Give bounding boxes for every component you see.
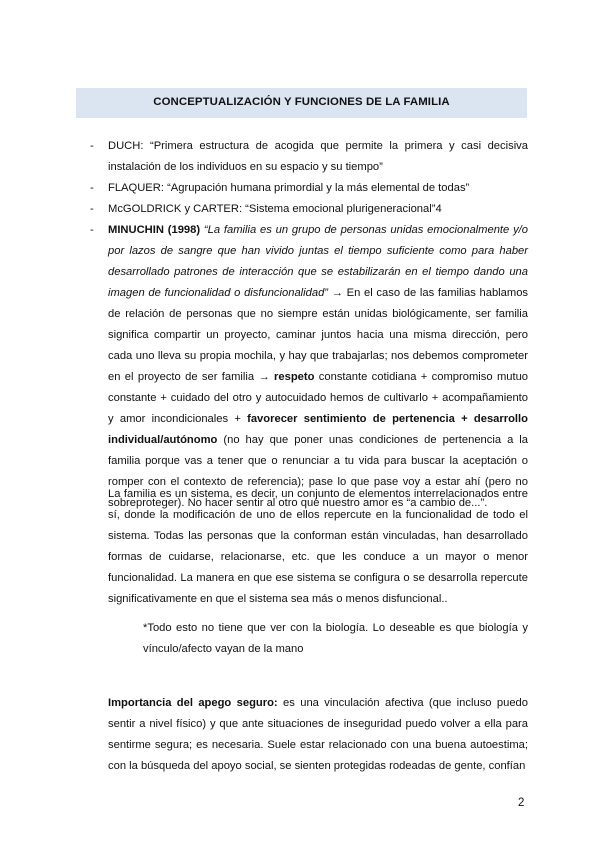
definitions-list [90,136,528,514]
definition-text: “Sistema emocional plurigeneracional”4 [245,203,442,215]
definition-author: McGOLDRICK y CARTER: [108,203,243,215]
minuchin-text-1: En el caso de las familias hablamos de relación de personas que no siempre están unidas biológicamente, ser familia significa compartir un proyecto, caminar juntos hacia una misma dirección, pero cada uno lleva su propia mochila, y hay que trabajarlas; nos debemos comprometer en el proyecto de ser familia [108,287,529,383]
attachment-paragraph [108,693,528,777]
arrow-symbol: → [258,371,270,383]
definition-item-minuchin [90,220,528,514]
minuchin-bold-respeto: respeto [274,371,315,383]
minuchin-quote: “La familia es un grupo de personas unidas emocionalmente y/o por lazos de sangre que han vivido juntas el tiempo suficiente como para haber desarrollado patrones de interacción que se estabilizarán en el tiempo dando una imagen de funcionalidad o disfuncionalidad” [108,224,528,299]
definition-author: FLAQUER: [108,182,164,194]
bullet-dash: - [90,203,94,215]
system-paragraph: La familia es un sistema, es decir, un conjunto de elementos interrelacionados entre sí, donde la modificación de uno de ellos repercute en la funcionalidad de todo el sistema. Todas las personas que la conforman están vinculadas, han desarrollado formas de cuidarse, relacionarse, etc. que les conduce a un mayor o menor funcionalidad. La manera en que ese sistema se configura o se desarrolla repercute significativamente en que el sistema sea más o menos disfuncional.. [108,488,528,605]
minuchin-bold-pertenencia: favorecer sentimiento de pertenencia + desarrollo individual/autónomo [108,413,528,446]
biology-note: *Todo esto no tiene que ver con la biología. Lo deseable es que biología y vínculo/afecto vayan de la mano [143,622,528,655]
definition-text: “Primera estructura de acogida que permite la primera y casi decisiva instalación de los individuos en su espacio y su tiempo” [108,140,528,173]
definition-item-duch [90,136,528,178]
page-number: 2 [518,797,525,809]
minuchin-text-3: (no hay que poner unas condiciones de pertenencia a la familia porque vas a tener que o renunciar a tu vida para buscar la aceptación o romper con el contexto de referencia); pase lo que pase voy a estar ahí (pero no sobreproteger). No hacer sentir al otro que nuestro amor es “a cambio de...”. [108,434,528,509]
attachment-heading: Importancia del apego seguro: [108,697,278,709]
bullet-dash: - [90,182,94,194]
definition-text: “Agrupación humana primordial y la más elemental de todas” [167,182,470,194]
bullet-dash: - [90,224,94,236]
title-box [76,88,527,118]
page-title: CONCEPTUALIZACIÓN Y FUNCIONES DE LA FAMILIA [153,96,450,108]
bullet-dash: - [90,140,94,152]
minuchin-text-2: constante cotidiana + compromiso mutuo constante + cuidado del otro y autocuidado hemos de cultivarlo + acompañamiento y amor incondicionales + [108,371,529,425]
attachment-text: es una vinculación afectiva (que incluso puedo sentir a nivel físico) y que ante situaciones de inseguridad puedo volver a ella para sentirme segura; es necesaria. Suele estar relacionado con una buena autoestima; con la búsqueda del apoyo social, se sienten protegidas rodeadas de gente, confían [108,697,528,772]
arrow-symbol: → [331,287,343,299]
minuchin-author: MINUCHIN (1998) [108,224,201,236]
definition-item-flaquer [90,178,528,199]
definition-author: DUCH: [108,140,144,152]
definition-item-mcgoldrick [90,199,528,220]
